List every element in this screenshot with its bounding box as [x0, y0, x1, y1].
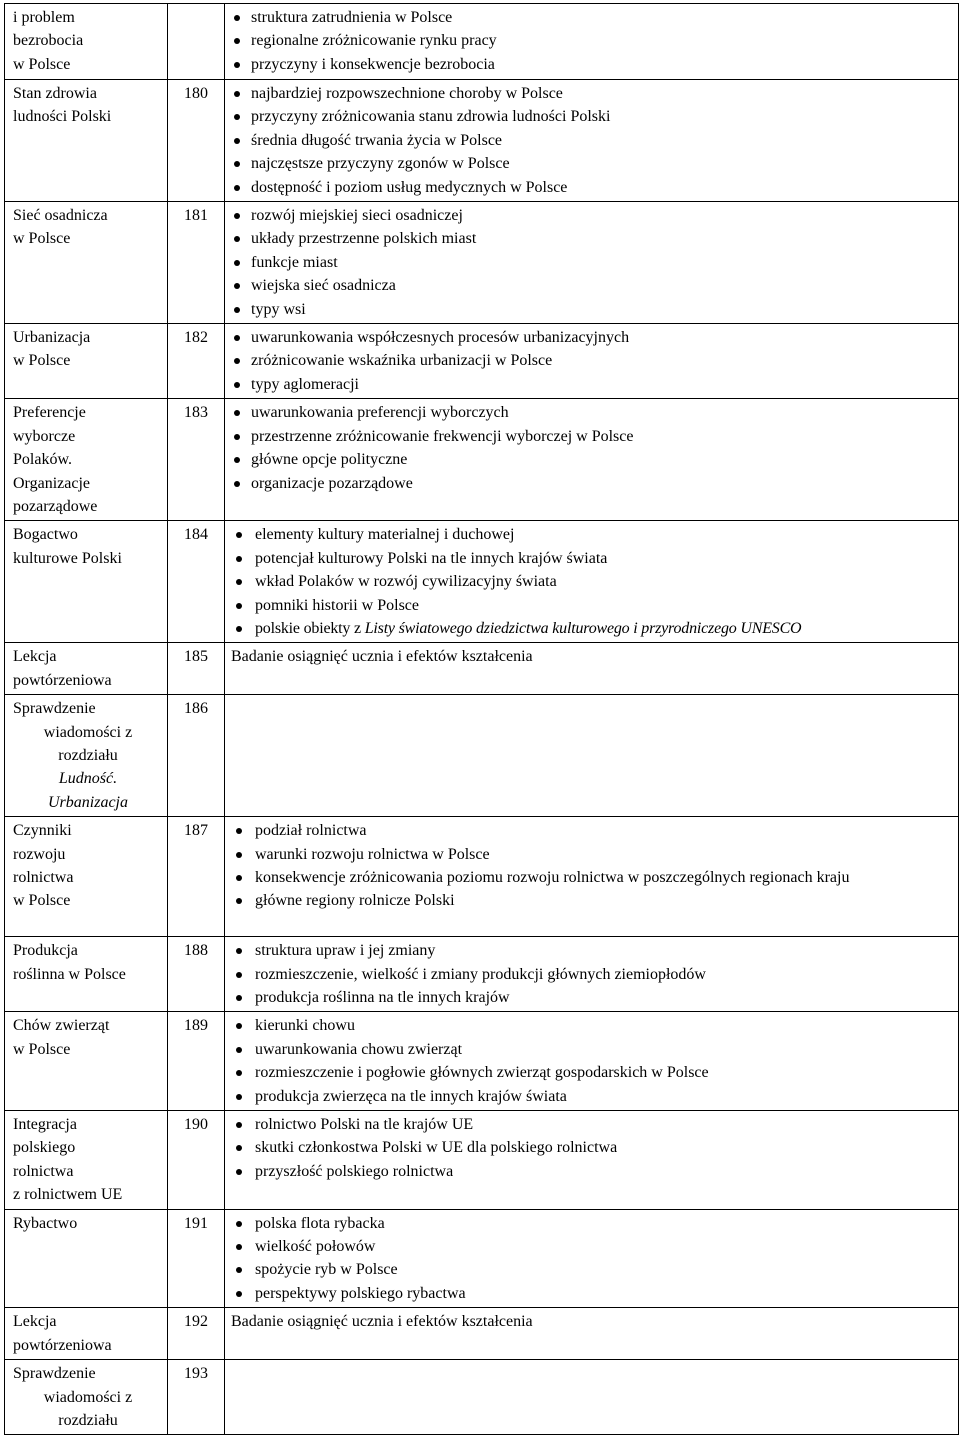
- table-row: [5, 202, 959, 324]
- topic-line: kulturowe Polski: [13, 549, 122, 567]
- list-item: warunki rozwoju rolnictwa w Polsce: [231, 843, 952, 866]
- list-item: rolnictwo Polski na tle krajów UE: [231, 1113, 952, 1136]
- topic-line: powtórzeniowa: [13, 1336, 112, 1354]
- content-cell: [225, 1209, 959, 1308]
- topic-cell: [5, 817, 168, 937]
- topic-line: Stan zdrowia: [13, 85, 97, 102]
- topic-cell: [5, 202, 168, 324]
- list-item: rozwój miejskiej sieci osadniczej: [231, 204, 952, 227]
- list-item: przestrzenne zróżnicowanie frekwencji wyborczej w Polsce: [231, 425, 952, 448]
- list-item: elementy kultury materialnej i duchowej: [231, 523, 952, 546]
- list-item: przyczyny i konsekwencje bezrobocia: [231, 53, 952, 76]
- content-cell: [225, 521, 959, 643]
- topic-line: Polaków.: [13, 451, 72, 469]
- table-row: [5, 695, 959, 817]
- topic-line: Sprawdzenie: [13, 700, 96, 718]
- list-item: przyszłość polskiego rolnictwa: [231, 1160, 952, 1183]
- table-row: [5, 324, 959, 399]
- topic-line: Lekcja: [13, 1313, 57, 1331]
- list-item: układy przestrzenne polskich miast: [231, 227, 952, 250]
- table-row: [5, 1360, 959, 1435]
- topic-line: Rybactwo: [13, 1214, 78, 1232]
- topic-line: rozwoju: [13, 845, 66, 863]
- content-cell: [225, 1111, 959, 1210]
- topic-line-italic: Ludność.: [58, 770, 118, 788]
- list-item: uwarunkowania współczesnych procesów urbanizacyjnych: [231, 326, 952, 349]
- topic-line: bezrobocia: [13, 32, 84, 50]
- list-item: organizacje pozarządowe: [231, 472, 952, 495]
- list-item: najbardziej rozpowszechnione choroby w Polsce: [231, 82, 952, 105]
- lesson-plan-table: [4, 3, 959, 1435]
- topic-line: w Polsce: [13, 230, 71, 248]
- table-row: [5, 1308, 959, 1360]
- list-item: uwarunkowania preferencji wyborczych: [231, 401, 952, 424]
- list-item: rozmieszczenie, wielkość i zmiany produkcji głównych ziemiopłodów: [231, 963, 952, 986]
- content-cell: [225, 399, 959, 521]
- topic-line: Integracja: [13, 1116, 77, 1134]
- list-item: struktura upraw i jej zmiany: [231, 939, 952, 962]
- list-item: potencjał kulturowy Polski na tle innych krajów świata: [231, 547, 952, 570]
- topic-line: rozdziału: [58, 1411, 118, 1429]
- topic-cell: [5, 643, 168, 695]
- item-text: polskie obiekty z: [255, 619, 365, 637]
- topic-line: rolnictwa: [13, 1162, 74, 1180]
- list-item: przyczyny zróżnicowania stanu zdrowia ludności Polski: [231, 105, 952, 128]
- topic-line: Urbanizacja: [13, 329, 91, 347]
- list-item: [231, 617, 952, 640]
- lesson-number: 188: [168, 937, 225, 1012]
- list-item: typy wsi: [231, 298, 952, 321]
- lesson-number: 180: [168, 80, 225, 202]
- table-row: [5, 4, 959, 80]
- content-cell: [225, 1012, 959, 1111]
- list-item: podział rolnictwa: [231, 819, 952, 842]
- lesson-number: 193: [168, 1360, 225, 1435]
- topic-cell: [5, 324, 168, 399]
- list-item: produkcja roślinna na tle innych krajów: [231, 986, 952, 1009]
- topic-cell: [5, 1308, 168, 1360]
- list-item: uwarunkowania chowu zwierząt: [231, 1038, 952, 1061]
- topic-cell: [5, 1111, 168, 1210]
- plain-text: Badanie osiągnięć ucznia i efektów kształcenia: [231, 648, 533, 666]
- lesson-number: 183: [168, 399, 225, 521]
- topic-cell: [5, 399, 168, 521]
- content-cell: [225, 695, 959, 817]
- list-item: wkład Polaków w rozwój cywilizacyjny świata: [231, 570, 952, 593]
- topic-line: rolnictwa: [13, 869, 74, 886]
- content-cell: [225, 80, 959, 202]
- table-row: [5, 1209, 959, 1308]
- list-item: wiejska sieć osadnicza: [231, 274, 952, 297]
- list-item: najczęstsze przyczyny zgonów w Polsce: [231, 152, 952, 175]
- topic-line: Sieć osadnicza: [13, 207, 108, 225]
- lesson-number: 190: [168, 1111, 225, 1210]
- table-row: [5, 521, 959, 643]
- item-title-italic: Listy światowego dziedzictwa kulturowego i przyrodniczego UNESCO: [364, 619, 802, 637]
- list-item: funkcje miast: [231, 251, 952, 274]
- topic-line: Lekcja: [13, 648, 57, 666]
- table-row: [5, 937, 959, 1012]
- topic-line: powtórzeniowa: [13, 671, 112, 689]
- list-item: główne regiony rolnicze Polski: [231, 889, 952, 912]
- topic-line: Chów zwierząt: [13, 1017, 110, 1035]
- table-row: [5, 817, 959, 937]
- list-item: dostępność i poziom usług medycznych w Polsce: [231, 176, 952, 199]
- list-item: główne opcje polityczne: [231, 448, 952, 471]
- content-cell: [225, 324, 959, 399]
- content-cell: [225, 1360, 959, 1435]
- list-item: pomniki historii w Polsce: [231, 594, 952, 617]
- list-item: polska flota rybacka: [231, 1212, 952, 1235]
- topic-cell: [5, 1012, 168, 1111]
- list-item: konsekwencje zróżnicowania poziomu rozwoju rolnictwa w poszczególnych regionach kraju: [231, 866, 952, 889]
- topic-line: Sprawdzenie: [13, 1365, 96, 1383]
- topic-line-italic: Urbanizacja: [48, 793, 128, 811]
- content-cell: [225, 1308, 959, 1360]
- topic-line: z rolnictwem UE: [13, 1186, 123, 1204]
- topic-line: Preferencje: [13, 404, 86, 422]
- content-cell: [225, 202, 959, 324]
- list-item: średnia długość trwania życia w Polsce: [231, 129, 952, 152]
- topic-line: Czynniki: [13, 822, 72, 840]
- topic-cell: [5, 4, 168, 80]
- topic-cell: [5, 1360, 168, 1435]
- topic-line: w Polsce: [13, 352, 71, 370]
- lesson-number: 192: [168, 1308, 225, 1360]
- list-item: struktura zatrudnienia w Polsce: [231, 6, 952, 29]
- list-item: skutki członkostwa Polski w UE dla polskiego rolnictwa: [231, 1136, 952, 1159]
- topic-line: roślinna w Polsce: [13, 965, 126, 983]
- topic-cell: [5, 695, 168, 817]
- topic-cell: [5, 1209, 168, 1308]
- table-row: [5, 399, 959, 521]
- list-item: wielkość połowów: [231, 1235, 952, 1258]
- content-cell: [225, 817, 959, 937]
- lesson-number: 187: [168, 817, 225, 937]
- list-item: rozmieszczenie i pogłowie głównych zwierząt gospodarskich w Polsce: [231, 1061, 952, 1084]
- list-item: zróżnicowanie wskaźnika urbanizacji w Polsce: [231, 349, 952, 372]
- topic-line: rozdziału: [58, 746, 118, 764]
- topic-line: w Polsce: [13, 55, 71, 73]
- lesson-number: 191: [168, 1209, 225, 1308]
- list-item: typy aglomeracji: [231, 373, 952, 396]
- lesson-number: 186: [168, 695, 225, 817]
- list-item: spożycie ryb w Polsce: [231, 1258, 952, 1281]
- lesson-number: 181: [168, 202, 225, 324]
- topic-line: Organizacje: [13, 474, 90, 492]
- table-row: [5, 80, 959, 202]
- lesson-number: 184: [168, 521, 225, 643]
- plain-text: Badanie osiągnięć ucznia i efektów kształcenia: [231, 1313, 533, 1331]
- content-cell: [225, 937, 959, 1012]
- topic-line: pozarządowe: [13, 497, 98, 515]
- topic-line: Bogactwo: [13, 526, 78, 544]
- list-item: kierunki chowu: [231, 1014, 952, 1037]
- table-row: [5, 1012, 959, 1111]
- lesson-number: 185: [168, 643, 225, 695]
- topic-line: w Polsce: [13, 892, 71, 910]
- content-cell: [225, 4, 959, 80]
- topic-line: wyborcze: [13, 427, 76, 445]
- lesson-number: 189: [168, 1012, 225, 1111]
- topic-line: wiadomości z: [43, 723, 133, 741]
- topic-line: ludności Polski: [13, 108, 112, 126]
- topic-cell: [5, 521, 168, 643]
- topic-cell: [5, 80, 168, 202]
- list-item: regionalne zróżnicowanie rynku pracy: [231, 29, 952, 52]
- list-item: produkcja zwierzęca na tle innych krajów świata: [231, 1085, 952, 1108]
- table-row: [5, 1111, 959, 1210]
- topic-line: i problem: [13, 9, 75, 26]
- topic-line: Produkcja: [13, 942, 78, 960]
- list-item: perspektywy polskiego rybactwa: [231, 1282, 952, 1305]
- topic-line: wiadomości z: [43, 1388, 133, 1406]
- table-row: [5, 643, 959, 695]
- lesson-number: 182: [168, 324, 225, 399]
- topic-cell: [5, 937, 168, 1012]
- content-cell: [225, 643, 959, 695]
- topic-line: polskiego: [13, 1139, 76, 1157]
- topic-line: w Polsce: [13, 1040, 71, 1058]
- lesson-number: [168, 4, 225, 80]
